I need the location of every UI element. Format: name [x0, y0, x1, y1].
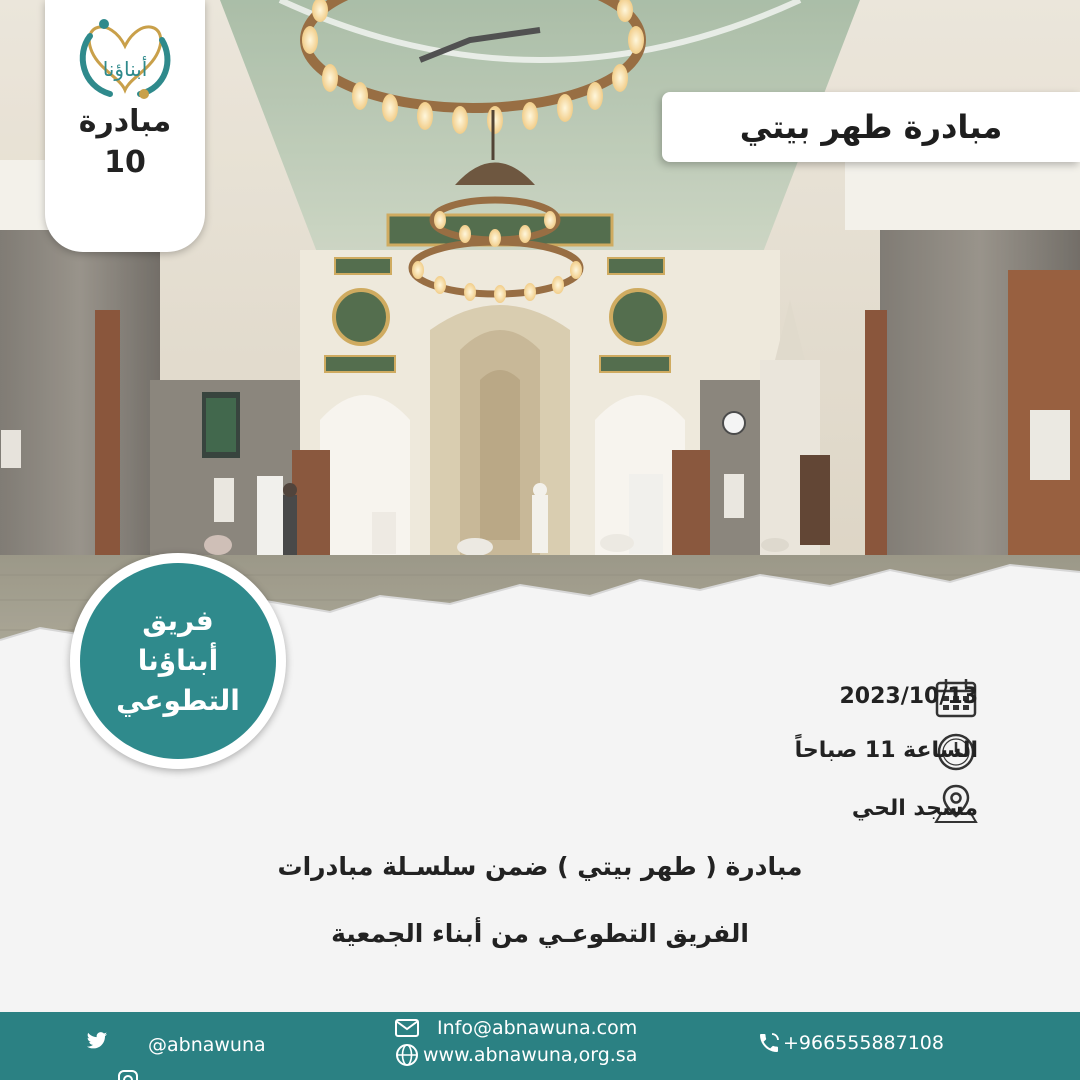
- badge-label: مبادرة: [78, 104, 172, 139]
- twitter-handle: @abnawuna: [148, 1034, 266, 1056]
- team-circle: [70, 553, 286, 769]
- contact-footer: [0, 1012, 1080, 1080]
- svg-text:أبناؤنا: أبناؤنا: [102, 57, 148, 81]
- globe-icon: [395, 1043, 419, 1067]
- initiative-title: مبادرة طهر بيتي: [739, 108, 1003, 146]
- initiative-badge: [45, 0, 205, 252]
- team-line-1: فريق: [142, 604, 214, 637]
- email-address: Info@abnawuna.com: [437, 1017, 638, 1039]
- event-time: الساعة 11 صباحاً: [794, 738, 978, 763]
- initiative-number: 10: [104, 145, 146, 180]
- team-circle-inner: [80, 563, 276, 759]
- title-banner: [662, 92, 1080, 162]
- website-contact[interactable]: [395, 1043, 637, 1067]
- event-place: مسجد الحي: [851, 796, 978, 821]
- phone-number: +966555887108: [783, 1032, 944, 1054]
- event-date: 2023/10/13: [839, 684, 978, 709]
- description-line-1: مبادرة ( طهر بيتي ) ضمن سلسـلة مبادرات: [277, 852, 803, 881]
- instagram-icon: [118, 1070, 138, 1080]
- abnawuna-logo-icon: [70, 6, 180, 102]
- email-contact[interactable]: [395, 1017, 637, 1039]
- team-line-3: التطوعي: [116, 684, 240, 717]
- team-line-2: أبناؤنا: [137, 644, 219, 677]
- website-url: www.abnawuna,org.sa: [423, 1044, 638, 1066]
- email-icon: [395, 1019, 419, 1037]
- phone-contact[interactable]: [757, 1031, 944, 1055]
- description-line-2: الفريق التطوعـي من أبناء الجمعية: [331, 919, 749, 948]
- twitter-icon: [86, 1031, 108, 1051]
- twitter-contact[interactable]: [86, 1030, 266, 1056]
- phone-icon: [757, 1031, 781, 1055]
